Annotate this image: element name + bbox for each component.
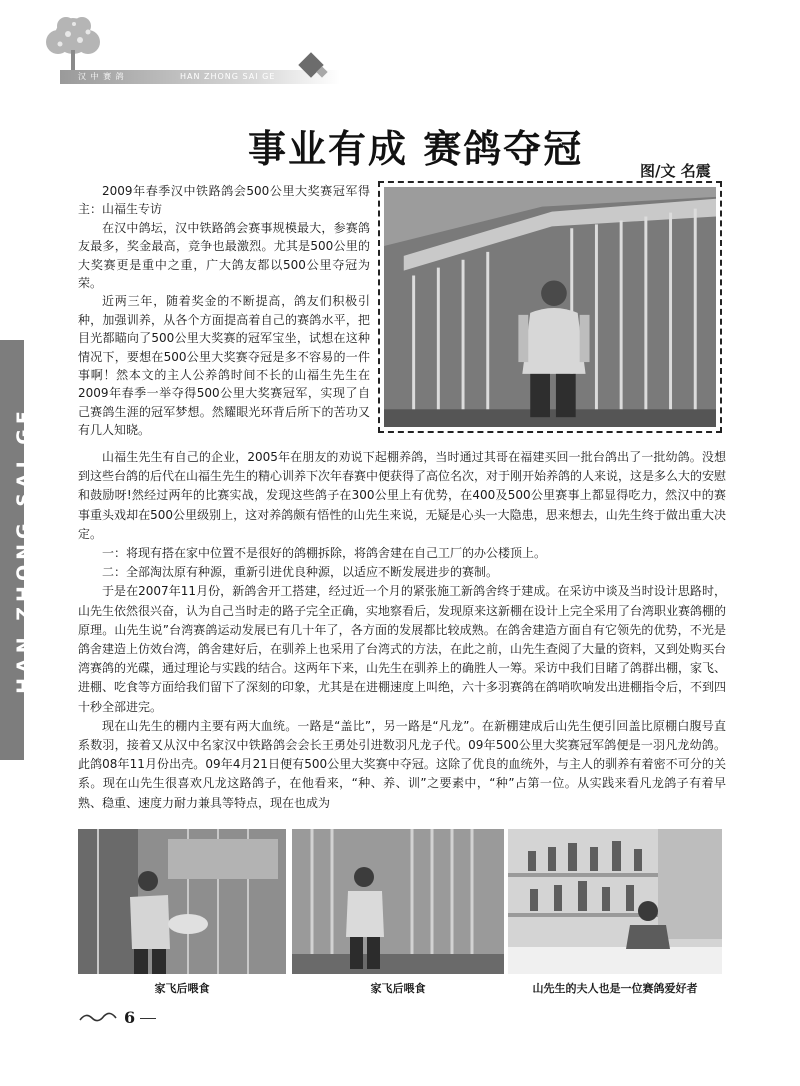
feeding-photo-1-image [78,829,286,974]
wife-photo-image [508,829,722,974]
loft-photo [378,181,722,433]
wife-photo [508,829,722,974]
article-byline: 图/文 名震 [640,162,711,180]
photo-caption: 家飞后喂食 [154,982,210,995]
article-title: 事业有成 赛鸽夺冠 [248,126,584,171]
photo-caption: 山先生的夫人也是一位赛鸽爱好者 [532,982,698,995]
intro-paragraph: 近两三年，随着奖金的不断提高，鸽友们积极引种，加强训养，从各个方面提高着自己的赛鸽水平，把目光都瞄向了500公里大奖赛的冠军宝坐，试想在这种情况下，要想在500公里大奖赛夺冠是多不容易的一件事啊！然本文的主人公养鸽时间不长的山福生先生在2009年春季一举夺得500公里大奖赛冠军，实现了自己赛鸽生涯的冠军梦想。然耀眼光环背后所下的苦功又有几人知晓。 [78,294,370,438]
footer-ornament-icon [78,1010,118,1024]
feeding-photo-1 [78,829,286,974]
page-number: 6 [124,1008,136,1027]
header-label-cn: 汉 中 赛 鸽 [78,72,125,81]
photo-caption: 家飞后喂食 [370,982,426,995]
footer-divider [140,1018,156,1019]
body-paragraph: 二：全部淘汰原有种源，重新引进优良种源，以适应不断发展进步的赛制。 [102,565,499,580]
body-paragraph: 于是在2007年11月份，新鸽舍开工搭建，经过近一个月的紧张施工新鸽舍终于建成。在采访中谈及当时设计思路时，山先生依然很兴奋，认为自己当时走的路子完全正确，实地察看后，发现原来这新棚在设计上完全采用了台湾职业赛鸽棚的原理。山先生说”台湾赛鸽运动发展已有几十年了，各方面的发展都比较成熟。在鸽舍建造方面自有它领先的优势，不光是鸽舍建造上仿效台湾，鸽舍建好后，在驯养上也采用了台湾式的方法，在此之前，山先生查阅了大量的资料，又到处购买台湾赛鸽的光碟，通过理论与实践的结合。这两年下来，山先生在驯养上的确胜人一筹。采访中我们目睹了鸽群出棚，家飞、进棚、吃食等方面给我们留下了深刻的印象，尤其是在进棚速度上叫绝，六十多羽赛鸽在鸽哨吹响发出进棚指令后，不到四十秒全部进完。 [78,584,727,714]
intro-paragraph: 在汉中鸽坛，汉中铁路鸽会赛事规模最大，参赛鸽友最多，奖金最高，竞争也最激烈。尤其是500公里的大奖赛更是重中之重，广大鸽友都以500公里夺冠为荣。 [78,220,370,291]
body-paragraph: 一：将现有搭在家中位置不是很好的鸽棚拆除，将鸽舍建在自己工厂的办公楼顶上。 [102,546,547,561]
side-banner-text: HAN ZHONG SAI GE [13,406,35,694]
feeding-photo-2-image [292,829,504,974]
loft-photo-image [384,187,716,427]
body-paragraph: 山福生先生有自己的企业，2005年在朋友的劝说下起棚养鸽，当时通过其哥在福建买回一批台鸽出了一批幼鸽。没想到这些台鸽的后代在山福生先生的精心训养下次年春赛中便获得了高位名次，对于刚开始养鸽的人来说，这是多么大的安慰和鼓励呀!然经过两年的比赛实战，发现这些鸽子在300公里上有优势，在400及500公里赛事上都显得吃力，然汉中的赛事重头戏却在500公里级别上，这对养鸽颇有悟性的山先生来说，无疑是心头一大隐患，思来想去，山先生终于做出重大决定。 [78,450,727,541]
intro-lead: 2009年春季汉中铁路鸽会500公里大奖赛冠军得主：山福生专访 [78,184,370,217]
header-label-en: HAN ZHONG SAI GE [180,72,276,81]
intro-column [78,182,370,440]
header-strip [60,70,340,84]
article-body [78,448,726,813]
tree-logo-icon [38,14,108,76]
feeding-photo-2 [292,829,504,974]
body-paragraph: 现在山先生的棚内主要有两大血统。一路是“盖比”，另一路是“凡龙”。在新棚建成后山先生便引回盖比原棚白腹号直系数羽，接着又从汉中名家汉中铁路鸽会会长王勇处引进数羽凡龙子代。09年500公里大奖赛冠军鸽便是一羽凡龙幼鸽。此鸽08年11月份出壳。09年4月21日便有500公里大奖赛中夺冠。这除了优良的血统外，与主人的驯养有着密不可分的关系。现在山先生很喜欢凡龙这路鸽子，在他看来，“种、养、训”之要素中，“种”占第一位。从实践来看凡龙鸽子有着早熟、稳重、速度力耐力兼具等特点，现在也成为 [78,718,726,810]
